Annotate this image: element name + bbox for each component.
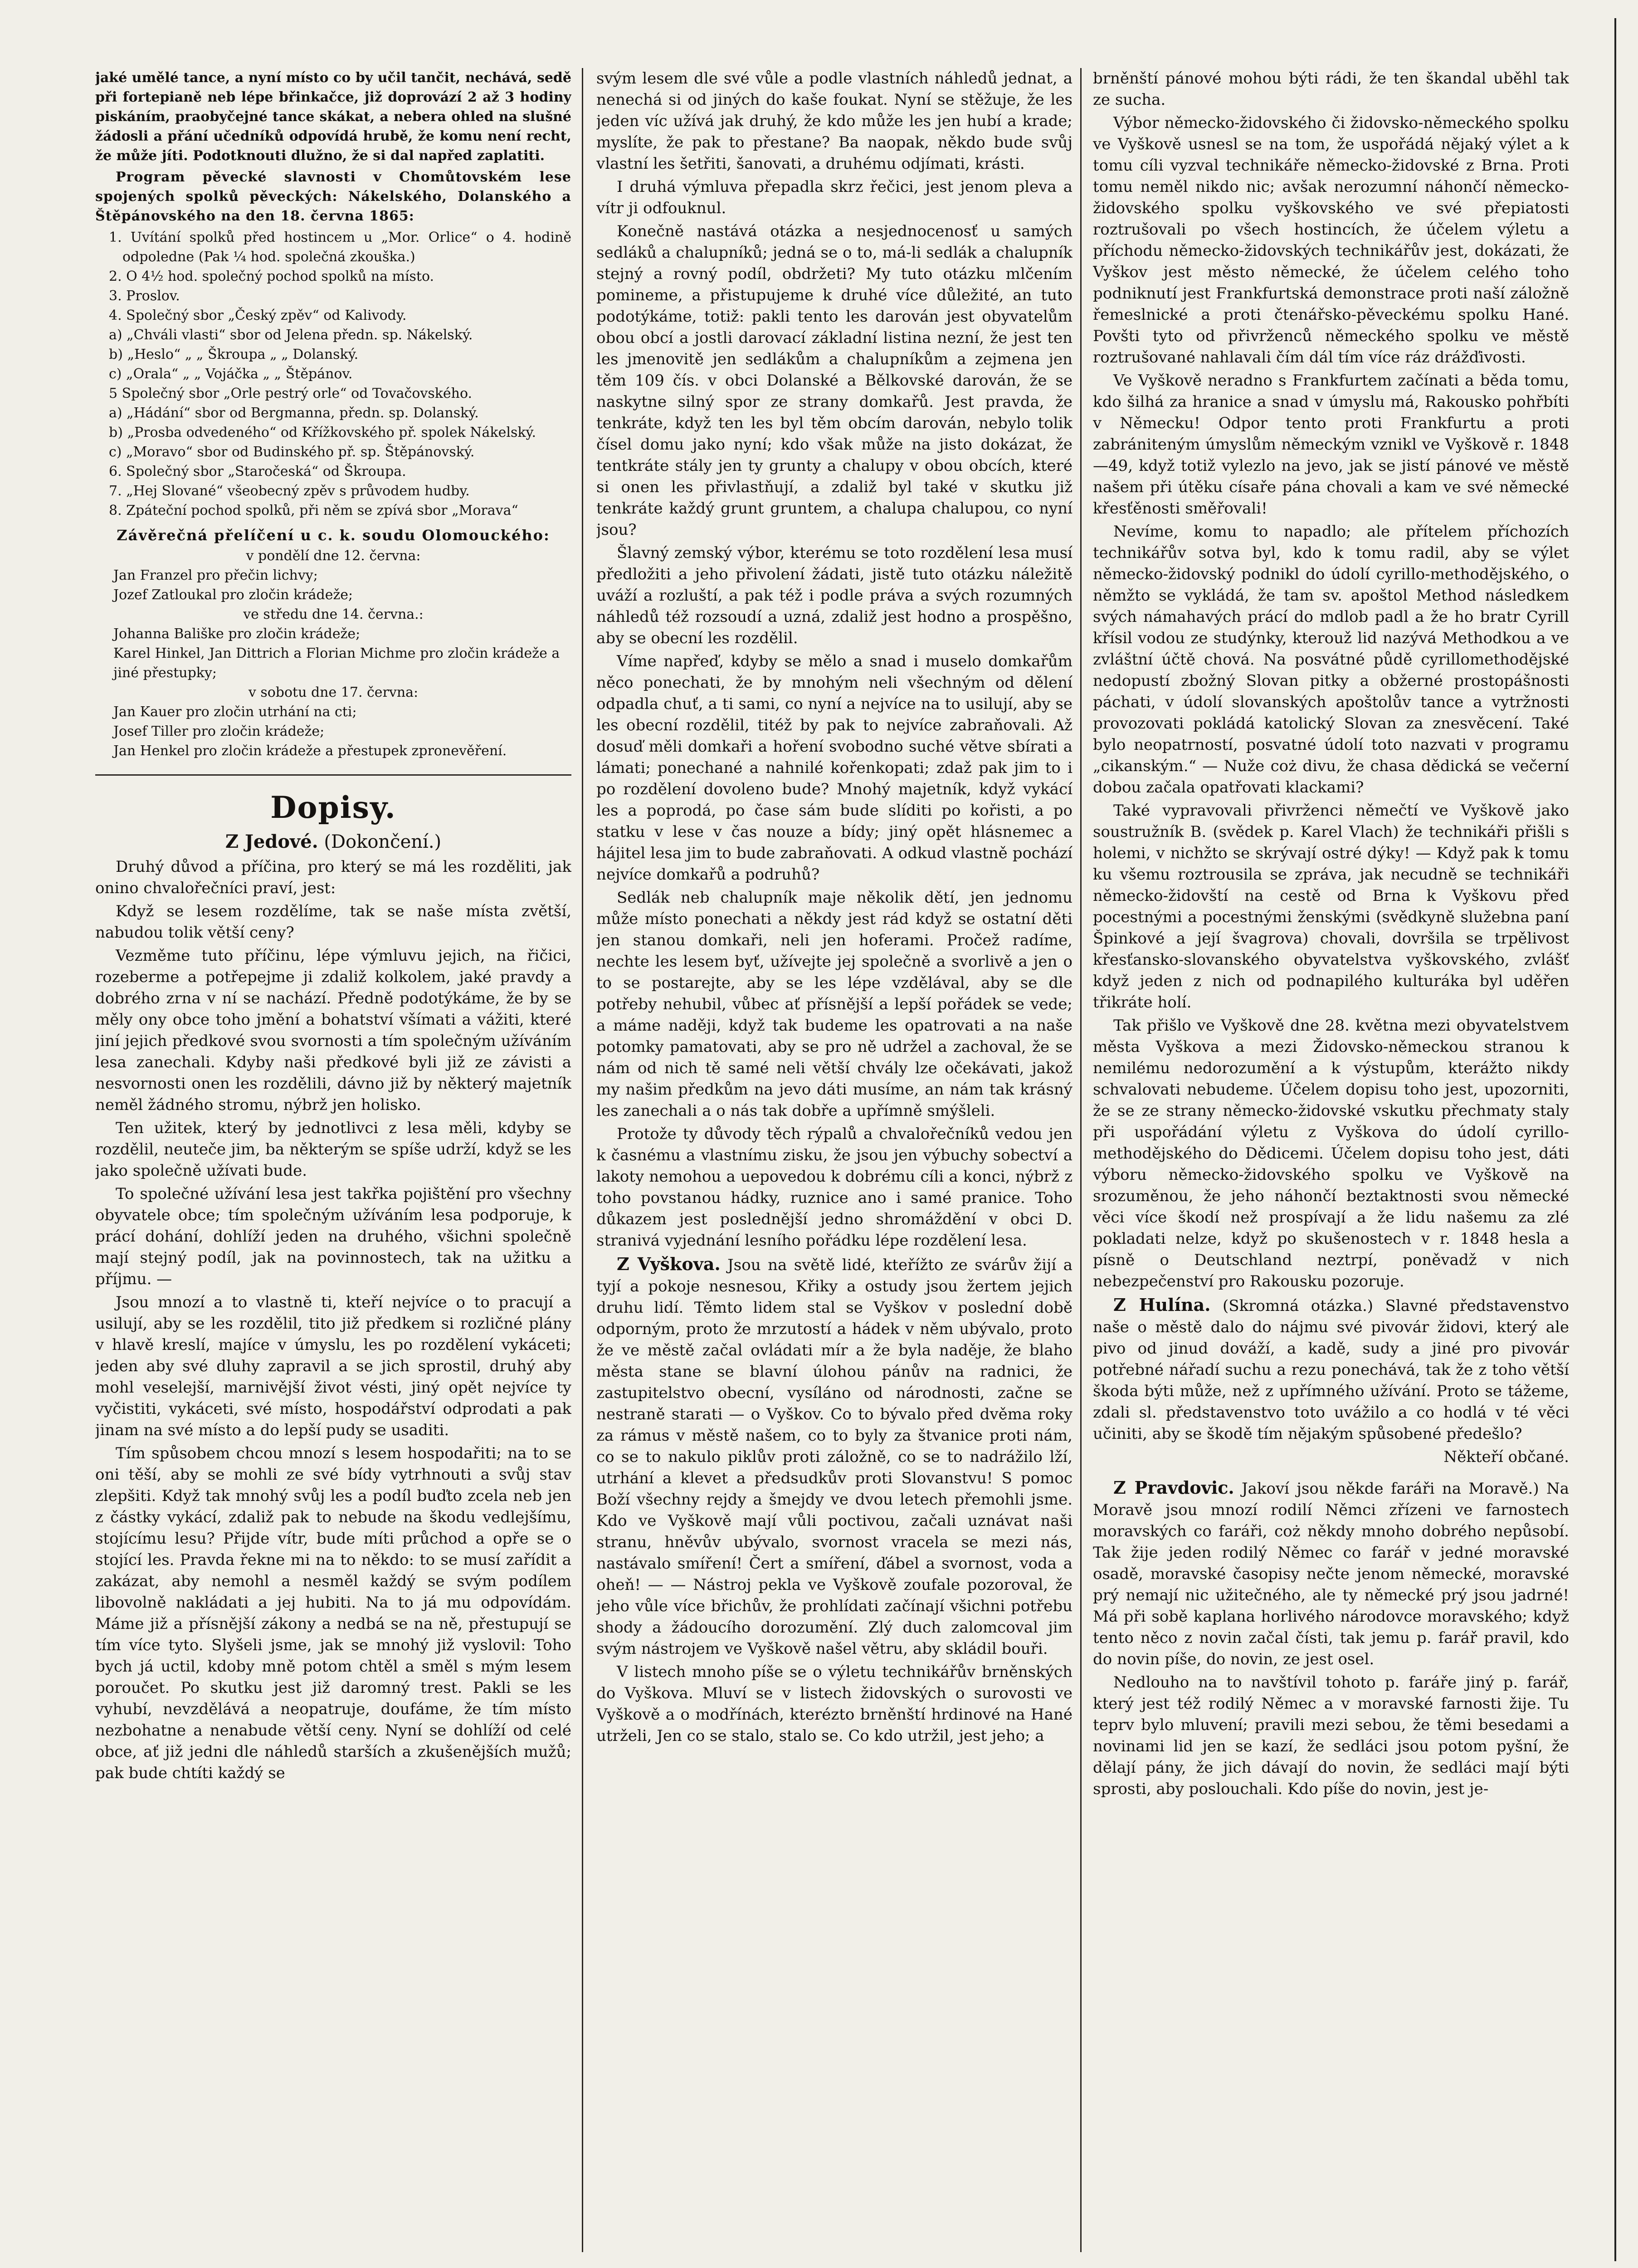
article-place: Z Jedové. xyxy=(225,831,318,852)
article-paragraph xyxy=(1093,1477,1569,1670)
article-text: Jsou na světě lidé, kteřížto ze svárův žijí a tyjí a pokoje nesnesou, Křiky a ostudy jsou žertem jejich druhu lidí. Těmto lidem stal se Vyškov v poslední době odporným, proto že mrzutostí a hádek v něm ubývalo, proto že ve městě začal ovládati mír a že byla naděje, že blaho města stane se blavní úlohou pánův na radnici, že zastupitelstvo obecní, vysíláno od národnosti, začne se nestraně starati — o Vyškov. Co to bývalo před dvěma roky za rámus v městě našem, co to byly za štvanice proti nám, co se to nakulo piklův proti záložně, co se to nadrážilo lží, utrhání a klevet a předsudkův proti Slovanstvu! S pomoc Boží všechny rejdy a šmejdy ve dvou letech přemohli jsme. Kdo ve Vyškově mají vůli poctivou, začali uznávat naši stranu, hněvův ubývalo, svornost vracela se mezi nás, nastávalo smíření! Čert a smíření, ďábel a svornost, voda a oheň! — — Nástroj pekla ve Vyškově zoufale pozoroval, že jeho vůle více břichův, že prohlídati začínají všichni potřebu shody a žádoucího dorozumění. Zlý duch zalomcoval jim svým nástrojem ve Vyškově našel větru, aby skládil bouři. xyxy=(596,1256,1072,1658)
article-paragraph: Vezměme tuto příčinu, lépe výmluvu jejich, na řičici, rozeberme a potřepejme ji zdaliž kolkolem, jaké pravdy a dobrého zrna v ní se nachází. Předně podotýkáme, že by se měly ony obce toho jmění a bohatství všímati a vážiti, které jiní jejich předkové svou svornosti a tím společným užíváním lesa zanechali. Kdyby naši předkové byli již ze závisti a nesvornosti onen les rozdělili, dávno již by některý majetník neměl žádného stromu, nýbrž jen holisko. xyxy=(95,947,571,1114)
program-item: 5 Společný sbor „Orle pestrý orle“ od Tovačovského. xyxy=(109,386,473,401)
court-day: ve středu dne 14. června.: xyxy=(243,606,424,622)
article-paragraph: Také vypravovali přivrženci němečtí ve Vyškově jako soustružník B. (svědek p. Karel Vlach) že technikáři přišli s holemi, v nichžto se skrývají ostré dýky! — Když pak k tomu ku všemu roztrousila se zpráva, jak necudně se technikáři německo-židovští na cestě od Brna k Vyškovu před pocestnými a pocestnými ženskými (svědkyně služebna paní Špinkové a její švagrova) chovali, dovršila se trpělivost křesťansko-slovanského obyvatelstva vyškovského, zvlášť když jeden z nich od podnapilého kulturáka byl uděřen třikráte holí. xyxy=(1093,802,1569,1012)
program-heading: Program pěvecké slavnosti v Chomůtovském lese spojených spolků pěveckých: Nákelského, Dolanského a Štěpánovského na den 18. června 1865: xyxy=(95,169,571,224)
article-paragraph: Nedlouho na to navštívil tohoto p. faráře jiný p. farář, který jest též rodilý Němec a v moravské farnosti žije. Tu teprv bylo mluvení; pravili mezi sebou, že těmi besedami a novinami lid jen se kazí, že sedláci jsou potom pyšní, že dělají pány, že jich dávají do novin, že sedláci mají býti sprosti, aby poslouchali. Kdo píše do novin, jest je- xyxy=(1093,1673,1569,1798)
article-paragraph: Druhý důvod a příčina, pro který se má les rozděliti, jak onino chvalořečníci praví, jest: xyxy=(95,858,571,897)
article-paragraph: Když se lesem rozdělíme, tak se naše místa zvětší, nabudou tolik větší ceny? xyxy=(95,902,571,942)
court-case: Josef Tiller pro zločin krádeže; xyxy=(113,723,325,739)
article-place: Z Pravdovic. xyxy=(1113,1477,1234,1498)
program-item: a) „Hádání“ sbor od Bergmanna, předn. sp. Dolanský. xyxy=(109,405,479,421)
article-paragraph: Šlavný zemský výbor, kterému se toto rozdělení lesa musí předložiti a jeho přivolení žádati, jistě tuto otázku náležitě uváží a rozluští, a pak též i podle práva a svých rozumných náhledů též rozsoudí a uzná, zdaliž jest hodno a prospěšno, aby se obecní les rozdělil. xyxy=(596,544,1072,647)
column-rule-right xyxy=(1080,68,1082,2252)
court-case: Jan Kauer pro zločin utrhání na cti; xyxy=(113,704,357,720)
article-paragraph: V listech mnoho píše se o výletu technikářův brněnských do Vyškova. Mluví se v listech židovských o surovosti ve Vyškově a o modřínách, kterézto brněnští hrdinové na Hané utrželi, Jen co se stalo, stalo se. Co kdo utržil, jest jeho; a xyxy=(596,1663,1072,1745)
program-item: c) „Orala“ „ „ Vojáčka „ „ Štěpánov. xyxy=(109,366,353,382)
program-item: 6. Společný sbor „Staročeská“ od Škroupa. xyxy=(109,464,406,479)
article-paragraph: Sedlák neb chalupník maje několik dětí, jen jednomu může místo ponechati a někdy jest rád když se ostatní děti jen stanou domkaři, neli jen hoferami. Pročež radíme, nechte les lesem byť, užívejte jej společně a svorlivě a jen o to se postarejte, aby se les lépe vzdělával, aby se dle potřeby nehubil, vůbec ať přísnější a lepší pořádek se vede; a máme naději, když tak budeme les opatrovati a na naše potomky pamatovati, aby se pro ně udržel a zachoval, že se nám od nich tě samé neli větší chvály lze očekávati, jakož my našim předkům na jevo dáti musíme, an nám tak krásný les zanechali a o nás tak dobře a upřímně smýšleli. xyxy=(596,889,1072,1120)
article-paragraph: I druhá výmluva přepadla skrz řečici, jest jenom pleva a vítr ji odfouknul. xyxy=(596,178,1072,217)
column-rule-left xyxy=(582,68,583,2252)
program-item: 7. „Hej Slované“ všeobecný zpěv s průvodem hudby. xyxy=(109,483,470,499)
article-paragraph: brněnští pánové mohou býti rádi, že ten škandal uběhl tak ze sucha. xyxy=(1093,69,1569,109)
program-list xyxy=(95,228,571,520)
intro-block xyxy=(95,68,571,226)
article-paragraph: Nevíme, komu to napadlo; ale přítelem příchozích technikářův sotva byl, kdo k tomu radil, aby se výlet německo-židovský podnikl do údolí cyrillo-methodějského, o němžto se vykládá, že tam sv. apoštol Method následkem svých námahavých prácí do mdlob padl a že ho bratr Cyrill křísil vodou ze studýnky, kterouž lid nazývá Methodkou a ve zvláštní účtě chová. Na posvátné půdě cyrillomethodějské nedopustí zbožný Slovan pitky a obžerné prostopášnosti páchati, v údolí slovanských apoštolův tance a vytržnosti provozovati pokládá katolický Slovan za znesvěcení. Také bylo neopatrností, posvatné údolí toto nazvati v programu „cikanským.“ — Nuže coż divu, že chasa dědická se večerní dobou začala opatřovati klackami? xyxy=(1093,523,1569,797)
program-item: c) „Moravo“ sbor od Budinského př. sp. Štěpánovský. xyxy=(109,444,475,460)
column-middle xyxy=(596,68,1072,2252)
article-paragraph: Ten užitek, který by jednotlivci z lesa měli, kdyby se rozdělil, neuteče jim, ba některým se spíše udrží, když se les jako společně užívati bude. xyxy=(95,1119,571,1180)
court-case: Jozef Zatloukal pro zločin krádeže; xyxy=(113,587,353,603)
program-item: b) „Prosba odvedeného“ od Křížkovského př. spolek Nákelský. xyxy=(109,425,536,440)
article-paragraph: Víme napřeď, kdyby se mělo a snad i muselo domkařům něco ponechati, že by mnohým neli všechným od dělení odpadla chuť, a ti sami, co nyní a nejvíce na to usilují, aby se les obecní rozdělil, titéž by pak to nejvíce zabraňovali. Až dosuď měli domkaři a hoření svobodno suché větve sbírati a lámati; ponechané a nahnilé kořenkopati; zdaž pak jim to i po rozdělení dovoleno bude? Mnohý majetník, když vykácí les a poprodá, po čase sám bude slíditi po kořisti, a po statku v lese v čas nouze a bídy; jiný opět hlásnemec a hájitel lesa jim to bude zabraňovati. A odkud vlastně pochází nejvíce domkařů a podruhů? xyxy=(596,652,1072,884)
court-case: Jan Franzel pro přečin lichvy; xyxy=(113,567,318,583)
program-item: 1. Uvítání spolků před hostincem u „Mor. Orlice“ o 4. hodině odpoledne (Pak ¼ hod. společná zkouška.) xyxy=(109,230,571,265)
court-day: v pondělí dne 12. června: xyxy=(246,548,421,564)
article-paragraph: Tak přišlo ve Vyškově dne 28. května mezi obyvatelstvem města Vyškova a mezi Židovsko-německou stranou k nemilému nedorozumění a k výstupům, kterážto nikdy schvalovati nebudeme. Účelem dopisu toho jest, upozorniti, že se ze strany německo-židovské vskutku přechmaty staly při uspořádání výletu z Vyškova do údolí cyrillo-methodějského do Dědicemi. Účelem dopisu toho jest, dáti výboru německo-židovského spolku ve Vyškově na srozuměnou, že jeho náhončí beztaktnosti svou německé věci více škodí než prospívají a že lidu našemu za zlé pokladati nelze, když po skušenostech v r. 1848 hesla a písně o Deutschland neztrpí, poněvadž v nich nebezpečenství pro Rakousku pozoruje. xyxy=(1093,1017,1569,1290)
program-item: 4. Společný sbor „Český zpěv“ od Kalivody. xyxy=(109,308,407,323)
article-paragraph: Tím spůsobem chcou mnozí s lesem hospodařiti; na to se oni těší, aby se mohli ze své bídy vytrhnouti a svůj stav zlepšiti. Když tak mnohý svůj les a podíl buďto zcela neb jen z částky vykácí, zdaliž pak to nebude na škodu vedlejšímu, stojícímu lesu? Přijde vítr, bude míti průchod a opře se o stojící les. Pravda řekne mi na to někdo: to se musí zařídit a zakázat, aby nemohl a nesměl každý se svým podílem libovolně nakládati a jej hubiti. Na to já mu odpovídám. Máme již a přísnější zákony a nedbá se na ně, přestupují se tím více tyto. Slyšeli jsme, jak se mnohý již vyslovil: Toho bych já uctil, kdoby mně potom chtěl a směl s mým lesem poroučet. Po skutku jest již daromný trest. Pakli se les vyhubí, nevzdělává a neopatruje, doufáme, že tím místo nezbohatne a nenabude větší ceny. Nyní se dohlíží od celé obce, ať již jedni dle náhledů starších a zkušenějších mužů; pak bude chtíti každý se xyxy=(95,1444,571,1782)
intro-paragraph: jaké umělé tance, a nyní místo co by učil tančit, nechává, sedě při fortepianě neb lépe břinkačce, již doprovází 2 až 3 hodiny piskáním, praobyčejné tance skákat, a nebera ohled na slušné žádosli a přání učedníků odpovídá hrubě, že komu není recht, že může jíti. Podotknouti dlužno, že si dal napřed zaplatiti. xyxy=(95,70,571,164)
court-case: Jan Henkel pro zločin krádeže a přestupek zpronevěření. xyxy=(113,743,507,759)
article-paragraph: Jsou mnozí a to vlastně ti, kteří nejvíce o to pracují a usilují, aby se les rozdělil, tito již předkem si rozličné plány v hlavě kreslí, majíce v úmyslu, les po rozdělení vykáceti; jeden aby své dluhy zapravil a se jich sprostil, druhý aby mohl veselejší, marnivější život vésti, jiný opět nejvíce ty vyčistiti, vykáceti, své místo, hospodářství odprodati a pak jinam na své místo a do lepší pudy se usaditi. xyxy=(95,1293,571,1439)
program-item: 3. Proslov. xyxy=(109,288,180,304)
court-case: Johanna Bališke pro zločin krádeže; xyxy=(113,626,361,642)
section-title: Dopisy. xyxy=(270,790,396,825)
article-place: Z Vyškova. xyxy=(617,1254,721,1274)
court-heading: Závěrečná přelíčení u c. k. soudu Olomouckého: xyxy=(117,527,550,544)
program-item: 8. Zpáteční pochod spolků, při něm se zpívá sbor „Morava“ xyxy=(109,503,518,518)
article-text: Jakoví jsou někde faráři na Moravě.) Na Moravě jsou mnozí rodilí Němci zřízeni ve farnostech moravských co faráři, coż někdy mnoho dobrého nepůsobí. Tak žije jeden rodilý Němec co farář v jedné moravské osadě, moravské časopisy nečte jenom německé, moravské prý nemají nic užitečného, ale ty německé prý jsou jadrné! Má při sobě kaplana horlivého národovce moravského; když tento něco z novin začal čísti, tak jemu p. farář pravil, kdo do novin píše, do novin, ze jest osel. xyxy=(1093,1480,1569,1668)
court-case: Karel Hinkel, Jan Dittrich a Florian Michme pro zločin krádeže a jiné přestupky; xyxy=(113,645,560,681)
article-paragraph xyxy=(1093,1294,1569,1445)
program-item: a) „Chváli vlasti“ sbor od Jelena předn. sp. Nákelský. xyxy=(109,327,473,343)
page-edge xyxy=(1614,18,1616,2261)
article-paragraph xyxy=(596,1253,1072,1660)
article-place: Z Hulína. xyxy=(1113,1295,1211,1315)
column-left xyxy=(95,68,571,2252)
court-day: v sobotu dne 17. června: xyxy=(248,684,419,700)
program-item: b) „Heslo“ „ „ Škroupa „ „ Dolanský. xyxy=(109,347,359,362)
article-paragraph: Konečně nastává otázka a nesjednocenosť u samých sedláků a chalupníků; jedná se o to, má-li sedlák a chalupník stejný a rovný podíl, obdržeti? My tuto otázku mlčením pomineme, a přistupujeme k druhé více důležité, an tuto podotýkáme, totiž: pakli tento les darován jest obyvatelům obou obcí a jostli darovací základní listina nezní, že jest ten les jmenovitě jen sedlákům a chalupníkům a zejmena jen těm 109 čís. v obci Dolanské a Bělkovské darován, že se naskytne silný spor ze strany domkařů. Jest pravda, že tenkráte, když ten les byl těm obcím darován, nebylo tolik čísel domu jako nyní; kdo však může na jisto dokázat, že tentkráte stály jen ty grunty a chalupy v obou obcích, které si onen les přivlastňují, a zdaliž byl také v skutku již tenkráte každý grunt gruntem, a chalupa chalupou, co nyní jsou? xyxy=(596,222,1072,539)
article-paragraph: Výbor německo-židovského či židovsko-německého spolku ve Vyškově usnesl se na tom, že uspořádá nějaký výlet a k tomu cíli vyzval technikáře německo-židovské z Brna. Proti tomu neměl nikdo nic; avšak nerozumní náhončí německo-židovského spolku vyškovského ve své přepiatosti roztrušovali po všech hostincích, že účelem výletu a příchodu německo-židovských technikářův jest, dokázati, že Vyškov jest město německé, že účelem celého toho podniknutí jest Frankfurtská demonstrace proti naší záložně řemeslnické a proti čtenářsko-pěveckému spolku Hané. Povšti tyto od přivrženců německého spolku ve městě roztrušované nahlavali čím dál tím více ráz drážďivosti. xyxy=(1093,114,1569,367)
section-divider xyxy=(95,774,571,776)
article-paragraph: Ve Vyškově neradno s Frankfurtem začínati a běda tomu, kdo šilhá za hranice a snad v úmyslu má, Rakousko pohřbíti v Německu! Odpor tento proti Frankfurtu a proti zabrániteným úmyslům německým vznikl ve Vyškově r. 1848—49, když totiž vylezlo na jevo, jak se jistí pánové ve městě našem při útěku císaře pána chovali a kam ve své německé křesťěnosti směřovali! xyxy=(1093,371,1569,518)
program-item: 2. O 4½ hod. společný pochod spolků na místo. xyxy=(109,269,434,284)
column-right xyxy=(1093,68,1569,2252)
article-note: (Dokončení.) xyxy=(324,831,442,852)
article-signature: Někteří občané. xyxy=(1443,1448,1569,1466)
article-paragraph: To společné užívání lesa jest takřka pojištění pro všechny obyvatele obce; tím společným užíváním lesa podporuje, k prácí dohání, dohlíží jeden na druhého, všichni společně mají stejný podíl, jak na povinnostech, tak na užitku a příjmu. — xyxy=(95,1185,571,1288)
article-paragraph: Protože ty důvody těch rýpalů a chvalořečníků vedou jen k časnému a vlastnímu zisku, že jsou jen výbuchy sobectví a lakoty nemohou a uepovedou k dobrému cíli a konci, nýbrž z toho povstanou hádky, ruznice ano i samé pranice. Toho důkazem jest poslednější jedno shromáždění v obci D. stranivá vyjednání lesního pořádku lépe rozdělení lesa. xyxy=(596,1125,1072,1250)
article-paragraph: svým lesem dle své vůle a podle vlastních náhledů jednat, a nenechá si od jiných do kaše foukat. Nyní se stěžuje, že les jeden víc užívá jak druhý, že kdo může les jen hubí a krade; myslíte, že pak to přestane? Ba naopak, někdo bude svůj vlastní les šetřiti, šanovati, a druhému odjímati, krásti. xyxy=(596,69,1072,173)
article-text: (Skromná otázka.) Slavné představenstvo naše o městě dalo do nájmu své pivovár židovi, který ale pivo od jinud dováží, a kadě, sudy a jiné pro pivovár potřebné nářadí suchu a rezu ponechává, tak že z toho větší škoda býti může, než z upřímného užívání. Proto se tážeme, zdali sl. představenstvo toto uvážilo a co hodlá v té věci učiniti, aby se škodě tím nějakým spůsobené předešlo? xyxy=(1093,1297,1569,1443)
article-heading xyxy=(95,830,571,854)
